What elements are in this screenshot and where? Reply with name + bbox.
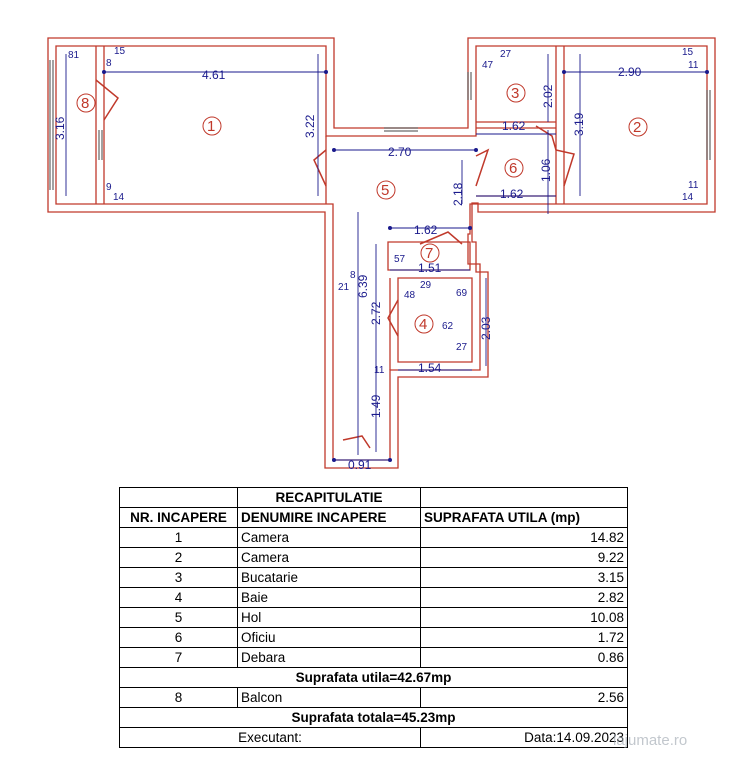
recap-blank-cell [421, 488, 628, 508]
row-area: 2.82 [421, 588, 628, 608]
room-number-6: 6 [509, 160, 518, 177]
row-area: 1.72 [421, 628, 628, 648]
dim-1-62-storage: 1.62 [414, 223, 438, 237]
table-row [120, 608, 628, 628]
row-name: Oficiu [238, 628, 421, 648]
mark-15: 15 [114, 46, 126, 57]
mark-62: 62 [442, 321, 454, 332]
header-room-number: NR. INCAPERE [120, 508, 238, 528]
room-number-3: 3 [511, 85, 520, 102]
mark-81: 81 [68, 50, 80, 61]
dim-6-39: 6.39 [356, 274, 370, 298]
dim-2-02: 2.02 [541, 84, 555, 108]
mark-27: 27 [500, 49, 512, 60]
recap-title: RECAPITULATIE [238, 488, 421, 508]
watermark: lajumate.ro [613, 732, 688, 749]
room-number-2: 2 [633, 119, 642, 136]
mark-8: 8 [350, 270, 356, 281]
mark-69: 69 [456, 288, 468, 299]
room-number-4: 4 [419, 316, 428, 333]
mark-14: 14 [682, 192, 694, 203]
table-row [120, 588, 628, 608]
row-name: Balcon [238, 688, 421, 708]
dim-0-91: 0.91 [348, 458, 372, 472]
row-name: Hol [238, 608, 421, 628]
row-nr: 7 [120, 648, 238, 668]
row-nr: 6 [120, 628, 238, 648]
mark-11: 11 [374, 365, 385, 376]
dim-2-70: 2.70 [388, 145, 412, 159]
row-name: Debara [238, 648, 421, 668]
header-room-name: DENUMIRE INCAPERE [238, 508, 421, 528]
room-number-8: 8 [81, 95, 90, 112]
dim-2-03: 2.03 [479, 316, 493, 340]
row-nr: 3 [120, 568, 238, 588]
dim-1-62-office: 1.62 [500, 187, 524, 201]
row-nr: 8 [120, 688, 238, 708]
dim-1-54: 1.54 [418, 361, 442, 375]
mark-11: 11 [688, 60, 699, 71]
dim-2-72: 2.72 [369, 301, 383, 325]
mark-47: 47 [482, 60, 494, 71]
dim-3-22: 3.22 [303, 114, 317, 138]
row-nr: 5 [120, 608, 238, 628]
mark-48: 48 [404, 290, 416, 301]
table-row [120, 628, 628, 648]
recap-blank-cell [120, 488, 238, 508]
room-number-7: 7 [425, 245, 434, 262]
row-area: 10.08 [421, 608, 628, 628]
total-area: Suprafata totala=45.23mp [120, 708, 628, 728]
row-area: 9.22 [421, 548, 628, 568]
row-area: 2.56 [421, 688, 628, 708]
useful-area-total: Suprafata utila=42.67mp [120, 668, 628, 688]
room-number-1: 1 [207, 118, 216, 135]
row-nr: 1 [120, 528, 238, 548]
row-nr: 2 [120, 548, 238, 568]
mark-9: 9 [106, 182, 112, 193]
executant-label: Executant: [120, 728, 421, 748]
row-name: Camera [238, 548, 421, 568]
row-name: Baie [238, 588, 421, 608]
row-area: 3.15 [421, 568, 628, 588]
row-nr: 4 [120, 588, 238, 608]
mark-29: 29 [420, 280, 432, 291]
dim-2-90: 2.90 [618, 65, 642, 79]
mark-11: 11 [688, 180, 699, 191]
mark-15: 15 [682, 47, 694, 58]
table-row [120, 688, 628, 708]
row-name: Camera [238, 528, 421, 548]
table-row [120, 548, 628, 568]
dim-4-61: 4.61 [202, 68, 226, 82]
mark-21: 21 [338, 282, 350, 293]
date-label: Data:14.09.2023 [421, 728, 628, 748]
mark-57: 57 [394, 254, 406, 265]
dim-1-06: 1.06 [539, 158, 553, 182]
dim-2-18: 2.18 [451, 182, 465, 206]
row-area: 0.86 [421, 648, 628, 668]
header-area: SUPRAFATA UTILA (mp) [421, 508, 628, 528]
dim-1-51: 1.51 [418, 261, 442, 275]
mark-8: 8 [106, 58, 112, 69]
row-name: Bucatarie [238, 568, 421, 588]
mark-14: 14 [113, 192, 125, 203]
dim-1-49: 1.49 [369, 394, 383, 418]
recap-table [119, 487, 628, 748]
room-number-5: 5 [381, 182, 390, 199]
mark-27: 27 [456, 342, 468, 353]
table-row [120, 648, 628, 668]
table-row [120, 568, 628, 588]
dim-3-16: 3.16 [53, 116, 67, 140]
dim-1-62-kitchen: 1.62 [502, 119, 526, 133]
row-area: 14.82 [421, 528, 628, 548]
dim-3-19: 3.19 [572, 112, 586, 136]
table-row [120, 528, 628, 548]
